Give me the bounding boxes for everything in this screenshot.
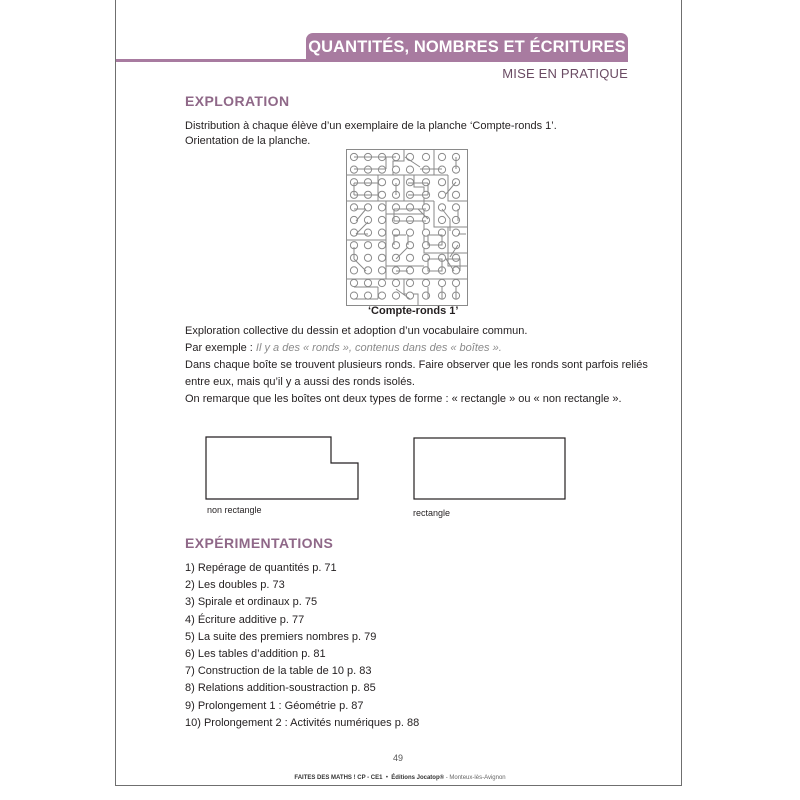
list-item: 10) Prolongement 2 : Activités numériques p. 88	[185, 716, 420, 729]
rectangle-shape	[413, 437, 567, 501]
list-item: 7) Construction de la table de 10 p. 83	[185, 665, 372, 678]
chapter-title-banner: QUANTITÉS, NOMBRES ET ÉCRITURES	[306, 33, 628, 62]
list-item: 6) Les tables d’addition p. 81	[185, 647, 326, 660]
publisher: Éditions Jocatop®	[391, 775, 445, 781]
compte-ronds-figure	[346, 149, 468, 306]
paragraph-exploration: Exploration collective du dessin et adoption d’un vocabulaire commun.	[185, 325, 528, 337]
list-item: 4) Écriture additive p. 77	[185, 613, 305, 626]
list-item: 3) Spirale et ordinaux p. 75	[185, 596, 318, 609]
footer-separator: •	[385, 775, 388, 781]
paragraph-3: On remarque que les boîtes ont deux types de forme : « rectangle » ou « non rectangle ».	[185, 393, 622, 405]
list-item: 9) Prolongement 1 : Géométrie p. 87	[185, 699, 364, 712]
book-title: FAITES DES MATHS ! CP - CE1	[294, 775, 383, 781]
non-rectangle-shape	[205, 436, 360, 501]
figure-caption: ‘Compte-ronds 1’	[368, 305, 459, 317]
page-number: 49	[393, 753, 404, 763]
section-subtitle: MISE EN PRATIQUE	[502, 66, 628, 81]
example-text: Il y a des « ronds », contenus dans des « boîtes ».	[255, 342, 502, 354]
list-item: 8) Relations addition-soustraction p. 85	[185, 682, 376, 695]
list-item: 2) Les doubles p. 73	[185, 579, 285, 592]
paragraph-2-line-2: entre eux, mais qu’il y a aussi des ronds isolés.	[185, 376, 415, 388]
list-item: 1) Repérage de quantités p. 71	[185, 562, 337, 574]
rectangle-label: rectangle	[413, 508, 451, 518]
page-footer	[140, 775, 660, 781]
intro-line-2: Orientation de la planche.	[185, 135, 311, 147]
paragraph-2-line-1: Dans chaque boîte se trouvent plusieurs ronds. Faire observer que les ronds sont parfois reliés	[185, 359, 648, 371]
example-label: Par exemple :	[185, 342, 256, 354]
experimentations-heading: EXPÉRIMENTATIONS	[185, 535, 334, 551]
publisher-place: - Monteux-lès-Avignon	[445, 775, 506, 781]
exploration-heading: EXPLORATION	[185, 93, 290, 109]
list-item: 5) La suite des premiers nombres p. 79	[185, 630, 377, 643]
non-rectangle-label: non rectangle	[207, 505, 262, 515]
intro-line-1: Distribution à chaque élève d’un exemplaire de la planche ‘Compte-ronds 1’.	[185, 120, 557, 132]
experimentations-list	[185, 560, 419, 732]
paragraph-example	[185, 342, 502, 355]
